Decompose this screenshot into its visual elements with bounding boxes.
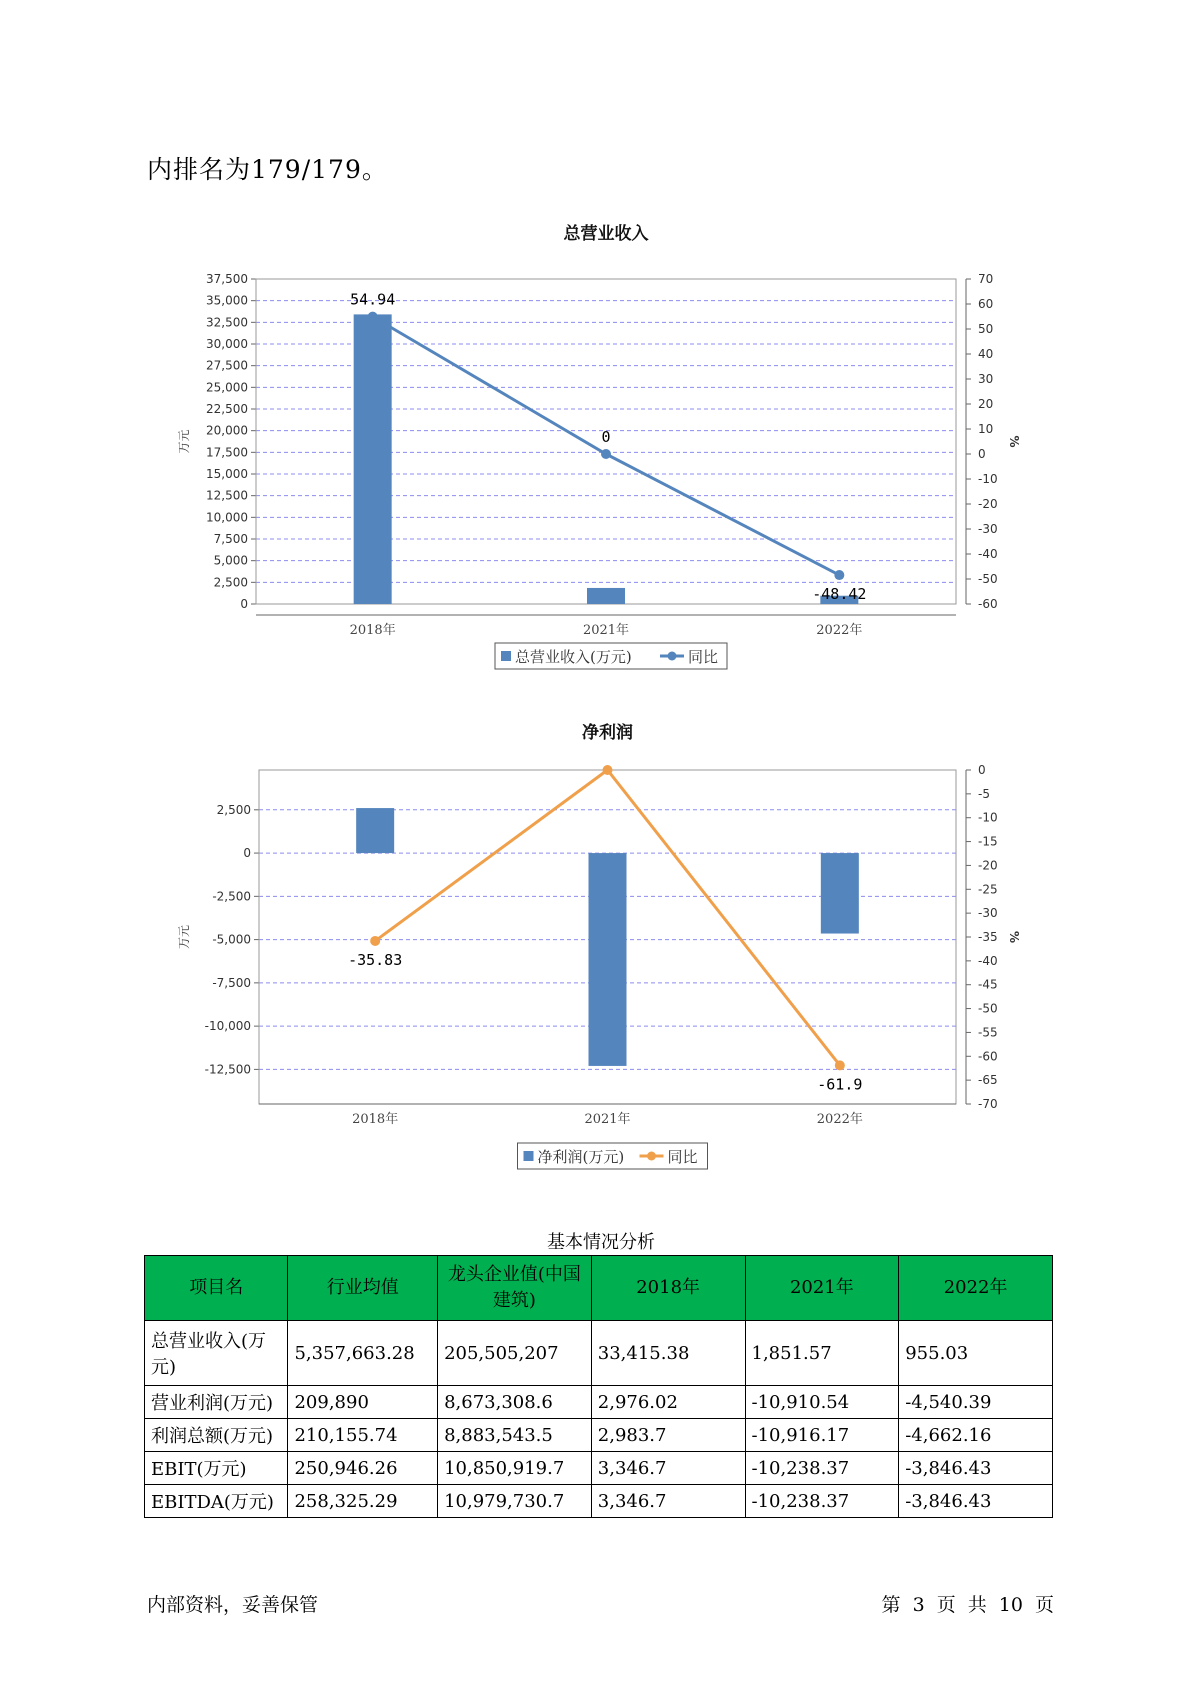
- table-cell: 8,673,308.6: [438, 1386, 592, 1419]
- table-cell: 10,850,919.7: [438, 1452, 592, 1485]
- y-axis-title: 万元: [177, 429, 191, 454]
- table-cell: 258,325.29: [288, 1485, 438, 1518]
- y2-tick-label: -30: [978, 522, 998, 536]
- bar-0: [356, 808, 394, 853]
- table-cell: 营业利润(万元): [145, 1386, 288, 1419]
- table-row: [145, 1419, 1053, 1452]
- yoy-point-0: [370, 936, 380, 946]
- chart-title: 总营业收入: [563, 224, 649, 244]
- y2-tick-label: -20: [978, 497, 998, 511]
- y2-tick-label: -60: [978, 1049, 998, 1064]
- y2-tick-label: -10: [978, 472, 998, 486]
- yoy-point-0: [368, 312, 378, 322]
- y-tick-label: 20,000: [206, 423, 248, 438]
- table-cell: 3,346.7: [591, 1452, 745, 1485]
- table-cell: 205,505,207: [438, 1321, 592, 1386]
- table-cell: -10,910.54: [745, 1386, 899, 1419]
- data-label: -61.9: [817, 1075, 863, 1094]
- table-cell: 利润总额(万元): [145, 1419, 288, 1452]
- y2-axis-title: %: [1007, 435, 1021, 448]
- y-tick-label: 0: [240, 597, 248, 611]
- y-tick-label: -10,000: [204, 1019, 251, 1034]
- y2-tick-label: -65: [978, 1073, 998, 1088]
- revenue-chart: [0, 220, 1191, 680]
- y-tick-label: 30,000: [206, 337, 248, 351]
- y-tick-label: 25,000: [206, 380, 248, 395]
- legend-bar-label: 净利润(万元): [537, 1148, 625, 1166]
- y2-tick-label: -5: [978, 786, 990, 801]
- table-cell: 1,851.57: [745, 1321, 899, 1386]
- table-cell: 955.03: [899, 1321, 1053, 1386]
- y2-tick-label: -40: [978, 547, 998, 561]
- y-tick-label: 5,000: [213, 553, 248, 568]
- net-profit-chart-svg: [0, 720, 1191, 1180]
- y-tick-label: 27,500: [206, 358, 248, 373]
- y-tick-label: -5,000: [212, 932, 251, 947]
- header-2021: 2021年: [745, 1256, 899, 1321]
- x-tick-label: 2018年: [349, 623, 396, 638]
- header-leader-value: 龙头企业值(中国建筑): [438, 1256, 592, 1321]
- table-cell: 2,976.02: [591, 1386, 745, 1419]
- y2-tick-label: 30: [978, 372, 994, 386]
- header-industry-avg: 行业均值: [288, 1256, 438, 1321]
- yoy-point-1: [601, 449, 611, 459]
- y-tick-label: -7,500: [212, 975, 251, 990]
- x-tick-label: 2022年: [816, 1112, 863, 1127]
- y-tick-label: -12,500: [204, 1062, 251, 1077]
- table-cell: 209,890: [288, 1386, 438, 1419]
- y2-tick-label: 50: [978, 322, 994, 336]
- yoy-point-1: [603, 765, 613, 775]
- table-cell: -10,238.37: [745, 1485, 899, 1518]
- legend-bar-label: 总营业收入(万元): [515, 648, 632, 666]
- y2-tick-label: 0: [978, 447, 986, 461]
- chart-title: 净利润: [582, 723, 633, 743]
- table-cell: EBIT(万元): [145, 1452, 288, 1485]
- y2-tick-label: 60: [978, 297, 994, 311]
- y-tick-label: 37,500: [206, 272, 248, 286]
- y-tick-label: 10,000: [206, 510, 248, 525]
- legend-bar-swatch: [501, 651, 511, 661]
- y-tick-label: 2,500: [216, 802, 251, 817]
- y2-tick-label: -50: [978, 572, 998, 586]
- y-tick-label: 17,500: [206, 445, 248, 460]
- legend-line-marker: [647, 1152, 656, 1161]
- table-cell: -10,916.17: [745, 1419, 899, 1452]
- data-label: 0: [601, 428, 611, 446]
- y2-tick-label: -70: [978, 1097, 998, 1111]
- y2-tick-label: 20: [978, 397, 994, 411]
- y2-tick-label: -40: [978, 953, 998, 968]
- y-tick-label: 0: [243, 846, 251, 861]
- y-tick-label: 32,500: [206, 315, 248, 330]
- y2-tick-label: 10: [978, 422, 994, 436]
- header-2018: 2018年: [591, 1256, 745, 1321]
- footer-page-number: 第 3 页 共 10 页: [881, 1594, 1054, 1616]
- y2-tick-label: 0: [978, 763, 986, 777]
- y2-tick-label: -15: [978, 834, 998, 849]
- header-item-name: 项目名: [145, 1256, 288, 1321]
- table-cell: -10,238.37: [745, 1452, 899, 1485]
- table-cell: EBITDA(万元): [145, 1485, 288, 1518]
- x-tick-label: 2021年: [582, 623, 630, 638]
- y2-tick-label: -25: [978, 882, 998, 897]
- table-cell: 总营业收入(万元): [145, 1321, 288, 1386]
- data-label: -35.83: [348, 950, 403, 969]
- data-label: -48.42: [812, 585, 867, 604]
- x-tick-label: 2021年: [584, 1112, 631, 1127]
- table-row: [145, 1485, 1053, 1518]
- x-tick-label: 2018年: [352, 1112, 399, 1127]
- y2-tick-label: 70: [978, 272, 994, 286]
- bar-1: [589, 853, 627, 1066]
- footer-confidential-note: 内部资料，妥善保管: [147, 1594, 319, 1616]
- y2-tick-label: -50: [978, 1001, 998, 1016]
- table-row: [145, 1452, 1053, 1485]
- y-tick-label: 12,500: [206, 488, 248, 503]
- y-tick-label: 22,500: [206, 402, 248, 416]
- intro-text: 内排名为179/179。: [147, 155, 388, 184]
- legend-line-label: 同比: [688, 648, 719, 666]
- y-tick-label: 2,500: [213, 575, 248, 590]
- net-profit-chart: [0, 720, 1191, 1180]
- bar-0: [354, 314, 392, 604]
- y2-tick-label: -20: [978, 858, 998, 873]
- yoy-point-2: [834, 570, 844, 580]
- table-cell: 3,346.7: [591, 1485, 745, 1518]
- table-row: [145, 1321, 1053, 1386]
- y2-tick-label: -55: [978, 1025, 998, 1040]
- table-cell: 8,883,543.5: [438, 1419, 592, 1452]
- table-cell: 250,946.26: [288, 1452, 438, 1485]
- y2-tick-label: -35: [978, 930, 998, 944]
- table-cell: 210,155.74: [288, 1419, 438, 1452]
- y-tick-label: 15,000: [206, 467, 248, 481]
- y2-axis-title: %: [1007, 930, 1021, 944]
- y2-tick-label: -30: [978, 906, 998, 921]
- y-axis-title: 万元: [177, 924, 191, 950]
- table-header-row: [145, 1256, 1053, 1321]
- legend-bar-swatch: [524, 1151, 534, 1161]
- y2-tick-label: 40: [978, 347, 994, 361]
- table-cell: 5,357,663.28: [288, 1321, 438, 1386]
- y2-tick-label: -45: [978, 977, 998, 992]
- table-cell: 10,979,730.7: [438, 1485, 592, 1518]
- revenue-chart-svg: [0, 220, 1191, 680]
- table-caption: 基本情况分析: [547, 1232, 655, 1253]
- table-cell: -4,662.16: [899, 1419, 1053, 1452]
- x-tick-label: 2022年: [816, 623, 863, 638]
- basic-analysis-table: [144, 1255, 1053, 1518]
- table-cell: -3,846.43: [899, 1485, 1053, 1518]
- y-tick-label: 35,000: [206, 293, 248, 308]
- y-tick-label: 7,500: [213, 532, 248, 546]
- table-cell: 33,415.38: [591, 1321, 745, 1386]
- header-2022: 2022年: [899, 1256, 1053, 1321]
- bar-1: [587, 588, 625, 604]
- table-cell: -4,540.39: [899, 1386, 1053, 1419]
- table-cell: 2,983.7: [591, 1419, 745, 1452]
- table-cell: -3,846.43: [899, 1452, 1053, 1485]
- y-tick-label: -2,500: [212, 889, 251, 904]
- y2-tick-label: -10: [978, 810, 998, 825]
- legend-line-label: 同比: [667, 1148, 698, 1166]
- y2-tick-label: -60: [978, 597, 998, 611]
- yoy-point-2: [835, 1060, 845, 1070]
- bar-2: [821, 853, 859, 933]
- legend-line-marker: [668, 652, 677, 661]
- data-label: 54.94: [350, 290, 396, 309]
- table-row: [145, 1386, 1053, 1419]
